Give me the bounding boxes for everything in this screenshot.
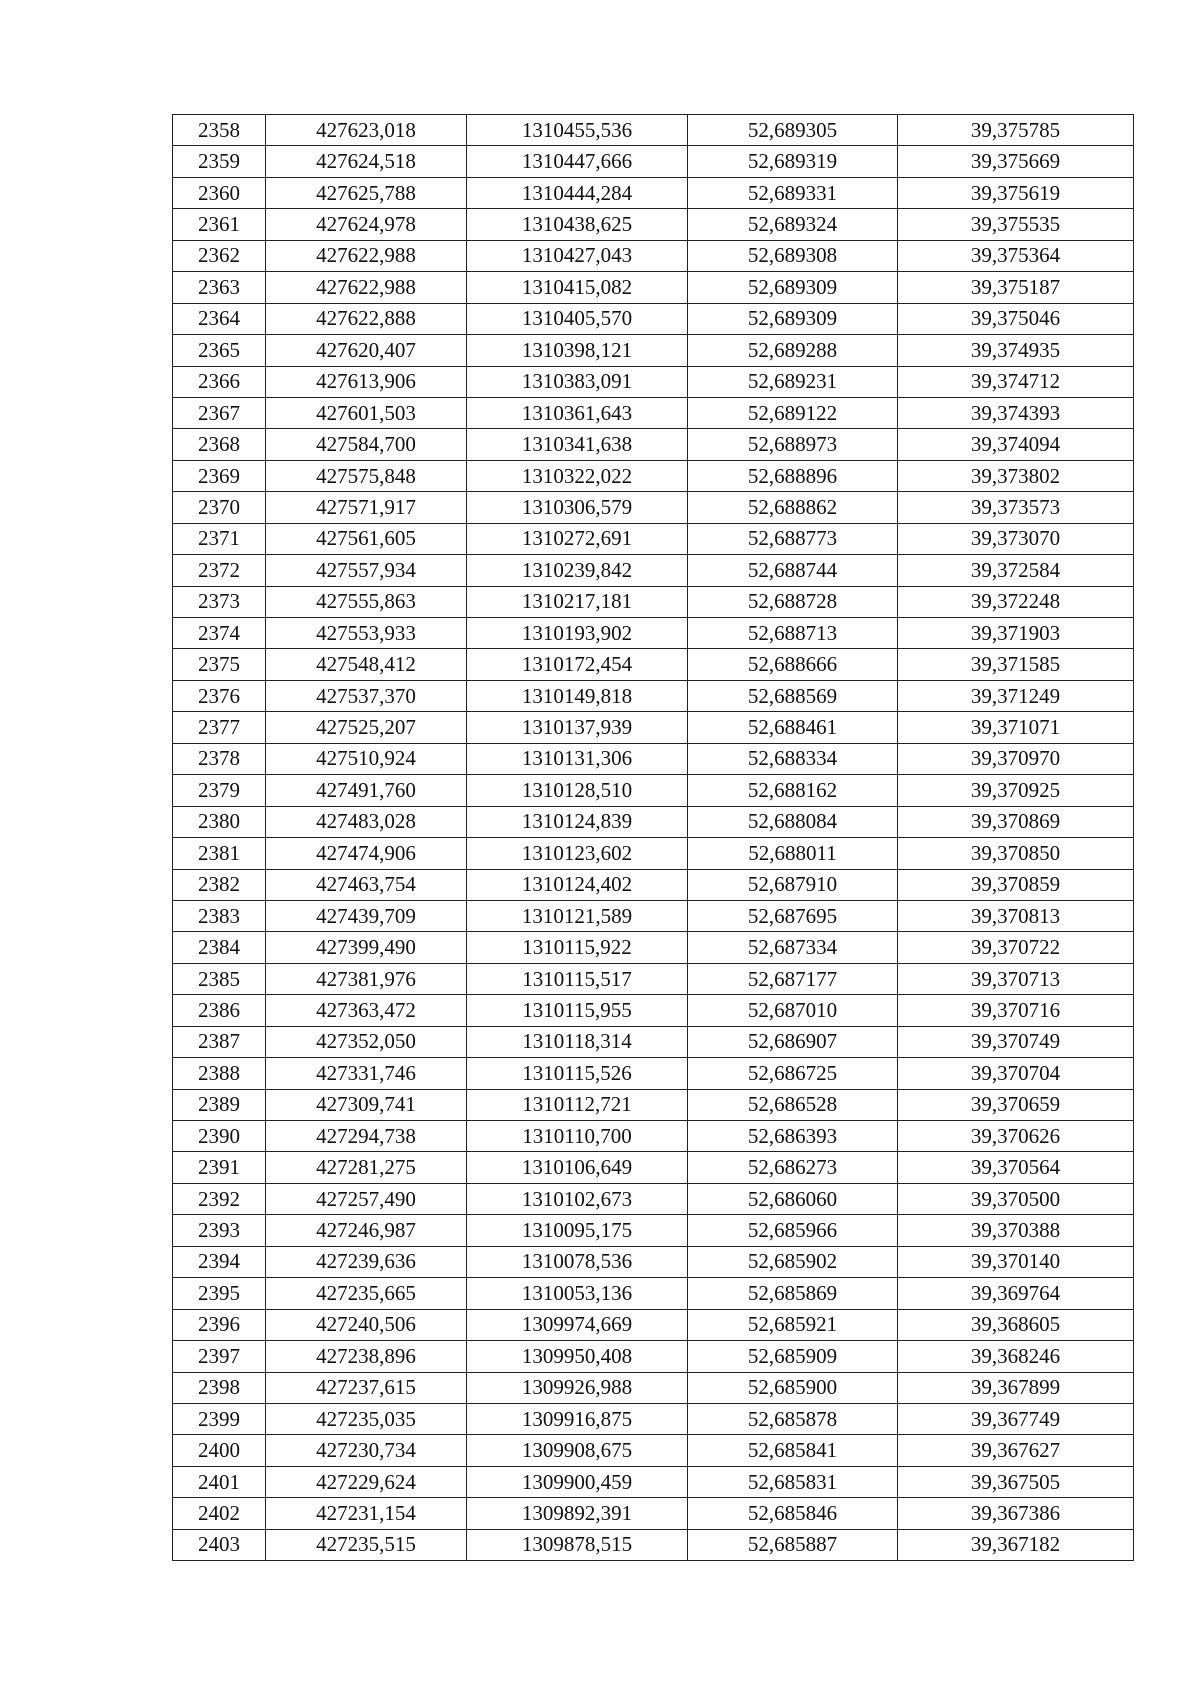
latitude-cell: 52,688713 [688, 618, 898, 649]
longitude-cell: 39,369764 [898, 1278, 1134, 1309]
table-row [173, 1058, 1134, 1089]
point-number-cell: 2376 [173, 680, 266, 711]
x-coordinate-cell: 427575,848 [266, 460, 467, 491]
x-coordinate-cell: 427239,636 [266, 1246, 467, 1277]
latitude-cell: 52,685900 [688, 1372, 898, 1403]
point-number-cell: 2391 [173, 1152, 266, 1183]
point-number-cell: 2390 [173, 1121, 266, 1152]
point-number-cell: 2378 [173, 743, 266, 774]
table-row [173, 1246, 1134, 1277]
table-row [173, 869, 1134, 900]
x-coordinate-cell: 427237,615 [266, 1372, 467, 1403]
table-row [173, 146, 1134, 177]
longitude-cell: 39,370970 [898, 743, 1134, 774]
table-row [173, 272, 1134, 303]
table-row [173, 366, 1134, 397]
x-coordinate-cell: 427622,988 [266, 240, 467, 271]
x-coordinate-cell: 427246,987 [266, 1215, 467, 1246]
table-row [173, 1466, 1134, 1497]
x-coordinate-cell: 427622,988 [266, 272, 467, 303]
latitude-cell: 52,685878 [688, 1403, 898, 1434]
point-number-cell: 2361 [173, 209, 266, 240]
longitude-cell: 39,370869 [898, 806, 1134, 837]
x-coordinate-cell: 427474,906 [266, 838, 467, 869]
longitude-cell: 39,375535 [898, 209, 1134, 240]
y-coordinate-cell: 1310272,691 [467, 523, 688, 554]
longitude-cell: 39,370564 [898, 1152, 1134, 1183]
point-number-cell: 2382 [173, 869, 266, 900]
y-coordinate-cell: 1310447,666 [467, 146, 688, 177]
point-number-cell: 2401 [173, 1466, 266, 1497]
x-coordinate-cell: 427257,490 [266, 1183, 467, 1214]
y-coordinate-cell: 1310123,602 [467, 838, 688, 869]
x-coordinate-cell: 427281,275 [266, 1152, 467, 1183]
longitude-cell: 39,375669 [898, 146, 1134, 177]
point-number-cell: 2363 [173, 272, 266, 303]
latitude-cell: 52,687010 [688, 995, 898, 1026]
longitude-cell: 39,370713 [898, 963, 1134, 994]
y-coordinate-cell: 1310415,082 [467, 272, 688, 303]
y-coordinate-cell: 1310110,700 [467, 1121, 688, 1152]
y-coordinate-cell: 1309892,391 [467, 1498, 688, 1529]
longitude-cell: 39,370859 [898, 869, 1134, 900]
longitude-cell: 39,375046 [898, 303, 1134, 334]
point-number-cell: 2397 [173, 1341, 266, 1372]
longitude-cell: 39,367182 [898, 1529, 1134, 1560]
latitude-cell: 52,688084 [688, 806, 898, 837]
latitude-cell: 52,688773 [688, 523, 898, 554]
point-number-cell: 2374 [173, 618, 266, 649]
longitude-cell: 39,367627 [898, 1435, 1134, 1466]
point-number-cell: 2366 [173, 366, 266, 397]
y-coordinate-cell: 1310115,922 [467, 932, 688, 963]
longitude-cell: 39,372248 [898, 586, 1134, 617]
x-coordinate-cell: 427439,709 [266, 900, 467, 931]
point-number-cell: 2368 [173, 429, 266, 460]
y-coordinate-cell: 1310115,526 [467, 1058, 688, 1089]
table-row [173, 775, 1134, 806]
x-coordinate-cell: 427571,917 [266, 492, 467, 523]
y-coordinate-cell: 1310405,570 [467, 303, 688, 334]
table-row [173, 555, 1134, 586]
coordinates-table [172, 114, 1134, 1561]
x-coordinate-cell: 427235,035 [266, 1403, 467, 1434]
y-coordinate-cell: 1310383,091 [467, 366, 688, 397]
latitude-cell: 52,688461 [688, 712, 898, 743]
y-coordinate-cell: 1310112,721 [467, 1089, 688, 1120]
longitude-cell: 39,370659 [898, 1089, 1134, 1120]
point-number-cell: 2360 [173, 177, 266, 208]
longitude-cell: 39,370813 [898, 900, 1134, 931]
longitude-cell: 39,370500 [898, 1183, 1134, 1214]
table-row [173, 743, 1134, 774]
x-coordinate-cell: 427491,760 [266, 775, 467, 806]
point-number-cell: 2392 [173, 1183, 266, 1214]
y-coordinate-cell: 1310427,043 [467, 240, 688, 271]
longitude-cell: 39,370140 [898, 1246, 1134, 1277]
table-row [173, 618, 1134, 649]
table-row [173, 838, 1134, 869]
table-row [173, 1152, 1134, 1183]
longitude-cell: 39,374712 [898, 366, 1134, 397]
latitude-cell: 52,685887 [688, 1529, 898, 1560]
latitude-cell: 52,689309 [688, 303, 898, 334]
longitude-cell: 39,375187 [898, 272, 1134, 303]
y-coordinate-cell: 1310341,638 [467, 429, 688, 460]
point-number-cell: 2394 [173, 1246, 266, 1277]
table-row [173, 177, 1134, 208]
x-coordinate-cell: 427331,746 [266, 1058, 467, 1089]
point-number-cell: 2388 [173, 1058, 266, 1089]
latitude-cell: 52,689319 [688, 146, 898, 177]
y-coordinate-cell: 1310078,536 [467, 1246, 688, 1277]
point-number-cell: 2386 [173, 995, 266, 1026]
table-row [173, 1435, 1134, 1466]
point-number-cell: 2370 [173, 492, 266, 523]
longitude-cell: 39,370388 [898, 1215, 1134, 1246]
point-number-cell: 2375 [173, 649, 266, 680]
x-coordinate-cell: 427548,412 [266, 649, 467, 680]
table-row [173, 1183, 1134, 1214]
point-number-cell: 2385 [173, 963, 266, 994]
y-coordinate-cell: 1310398,121 [467, 335, 688, 366]
longitude-cell: 39,375364 [898, 240, 1134, 271]
x-coordinate-cell: 427584,700 [266, 429, 467, 460]
latitude-cell: 52,688334 [688, 743, 898, 774]
table-row [173, 335, 1134, 366]
latitude-cell: 52,685869 [688, 1278, 898, 1309]
coordinates-table-body [173, 115, 1134, 1561]
latitude-cell: 52,688973 [688, 429, 898, 460]
longitude-cell: 39,367899 [898, 1372, 1134, 1403]
x-coordinate-cell: 427625,788 [266, 177, 467, 208]
table-row [173, 303, 1134, 334]
latitude-cell: 52,686725 [688, 1058, 898, 1089]
latitude-cell: 52,688011 [688, 838, 898, 869]
table-row [173, 1089, 1134, 1120]
y-coordinate-cell: 1310121,589 [467, 900, 688, 931]
x-coordinate-cell: 427229,624 [266, 1466, 467, 1497]
latitude-cell: 52,689288 [688, 335, 898, 366]
table-row [173, 1498, 1134, 1529]
table-row [173, 1309, 1134, 1340]
point-number-cell: 2395 [173, 1278, 266, 1309]
latitude-cell: 52,685841 [688, 1435, 898, 1466]
y-coordinate-cell: 1310361,643 [467, 397, 688, 428]
y-coordinate-cell: 1310102,673 [467, 1183, 688, 1214]
point-number-cell: 2403 [173, 1529, 266, 1560]
latitude-cell: 52,688862 [688, 492, 898, 523]
y-coordinate-cell: 1310438,625 [467, 209, 688, 240]
x-coordinate-cell: 427363,472 [266, 995, 467, 1026]
x-coordinate-cell: 427620,407 [266, 335, 467, 366]
x-coordinate-cell: 427235,515 [266, 1529, 467, 1560]
x-coordinate-cell: 427623,018 [266, 115, 467, 146]
y-coordinate-cell: 1309950,408 [467, 1341, 688, 1372]
x-coordinate-cell: 427352,050 [266, 1026, 467, 1057]
latitude-cell: 52,687910 [688, 869, 898, 900]
y-coordinate-cell: 1310217,181 [467, 586, 688, 617]
point-number-cell: 2398 [173, 1372, 266, 1403]
x-coordinate-cell: 427231,154 [266, 1498, 467, 1529]
y-coordinate-cell: 1310115,955 [467, 995, 688, 1026]
point-number-cell: 2402 [173, 1498, 266, 1529]
longitude-cell: 39,367749 [898, 1403, 1134, 1434]
point-number-cell: 2381 [173, 838, 266, 869]
y-coordinate-cell: 1310131,306 [467, 743, 688, 774]
table-row [173, 806, 1134, 837]
table-row [173, 649, 1134, 680]
table-row [173, 995, 1134, 1026]
y-coordinate-cell: 1310053,136 [467, 1278, 688, 1309]
latitude-cell: 52,688666 [688, 649, 898, 680]
table-row [173, 586, 1134, 617]
y-coordinate-cell: 1310149,818 [467, 680, 688, 711]
longitude-cell: 39,371585 [898, 649, 1134, 680]
table-row [173, 932, 1134, 963]
point-number-cell: 2387 [173, 1026, 266, 1057]
latitude-cell: 52,687334 [688, 932, 898, 963]
latitude-cell: 52,688162 [688, 775, 898, 806]
longitude-cell: 39,370716 [898, 995, 1134, 1026]
point-number-cell: 2365 [173, 335, 266, 366]
table-row [173, 1529, 1134, 1560]
table-row [173, 900, 1134, 931]
y-coordinate-cell: 1310115,517 [467, 963, 688, 994]
longitude-cell: 39,368246 [898, 1341, 1134, 1372]
point-number-cell: 2358 [173, 115, 266, 146]
x-coordinate-cell: 427561,605 [266, 523, 467, 554]
y-coordinate-cell: 1310172,454 [467, 649, 688, 680]
latitude-cell: 52,688744 [688, 555, 898, 586]
longitude-cell: 39,370722 [898, 932, 1134, 963]
x-coordinate-cell: 427622,888 [266, 303, 467, 334]
x-coordinate-cell: 427557,934 [266, 555, 467, 586]
longitude-cell: 39,367386 [898, 1498, 1134, 1529]
table-row [173, 1026, 1134, 1057]
latitude-cell: 52,686393 [688, 1121, 898, 1152]
latitude-cell: 52,685966 [688, 1215, 898, 1246]
x-coordinate-cell: 427624,978 [266, 209, 467, 240]
y-coordinate-cell: 1310239,842 [467, 555, 688, 586]
x-coordinate-cell: 427555,863 [266, 586, 467, 617]
latitude-cell: 52,688569 [688, 680, 898, 711]
table-row [173, 1121, 1134, 1152]
latitude-cell: 52,687177 [688, 963, 898, 994]
latitude-cell: 52,685909 [688, 1341, 898, 1372]
x-coordinate-cell: 427601,503 [266, 397, 467, 428]
y-coordinate-cell: 1310118,314 [467, 1026, 688, 1057]
y-coordinate-cell: 1310124,839 [467, 806, 688, 837]
longitude-cell: 39,370626 [898, 1121, 1134, 1152]
longitude-cell: 39,371903 [898, 618, 1134, 649]
x-coordinate-cell: 427553,933 [266, 618, 467, 649]
x-coordinate-cell: 427510,924 [266, 743, 467, 774]
y-coordinate-cell: 1310128,510 [467, 775, 688, 806]
point-number-cell: 2384 [173, 932, 266, 963]
table-row [173, 1341, 1134, 1372]
x-coordinate-cell: 427235,665 [266, 1278, 467, 1309]
latitude-cell: 52,686273 [688, 1152, 898, 1183]
latitude-cell: 52,689331 [688, 177, 898, 208]
longitude-cell: 39,370749 [898, 1026, 1134, 1057]
point-number-cell: 2362 [173, 240, 266, 271]
point-number-cell: 2372 [173, 555, 266, 586]
x-coordinate-cell: 427238,896 [266, 1341, 467, 1372]
latitude-cell: 52,685921 [688, 1309, 898, 1340]
table-row [173, 240, 1134, 271]
table-row [173, 963, 1134, 994]
point-number-cell: 2399 [173, 1403, 266, 1434]
longitude-cell: 39,370704 [898, 1058, 1134, 1089]
latitude-cell: 52,688728 [688, 586, 898, 617]
table-row [173, 680, 1134, 711]
y-coordinate-cell: 1309974,669 [467, 1309, 688, 1340]
longitude-cell: 39,368605 [898, 1309, 1134, 1340]
point-number-cell: 2380 [173, 806, 266, 837]
longitude-cell: 39,375619 [898, 177, 1134, 208]
table-row [173, 523, 1134, 554]
table-row [173, 492, 1134, 523]
x-coordinate-cell: 427230,734 [266, 1435, 467, 1466]
point-number-cell: 2371 [173, 523, 266, 554]
longitude-cell: 39,367505 [898, 1466, 1134, 1497]
point-number-cell: 2373 [173, 586, 266, 617]
x-coordinate-cell: 427399,490 [266, 932, 467, 963]
point-number-cell: 2396 [173, 1309, 266, 1340]
x-coordinate-cell: 427463,754 [266, 869, 467, 900]
y-coordinate-cell: 1310193,902 [467, 618, 688, 649]
y-coordinate-cell: 1310322,022 [467, 460, 688, 491]
y-coordinate-cell: 1310444,284 [467, 177, 688, 208]
x-coordinate-cell: 427294,738 [266, 1121, 467, 1152]
latitude-cell: 52,689309 [688, 272, 898, 303]
point-number-cell: 2400 [173, 1435, 266, 1466]
latitude-cell: 52,686528 [688, 1089, 898, 1120]
y-coordinate-cell: 1309916,875 [467, 1403, 688, 1434]
y-coordinate-cell: 1309900,459 [467, 1466, 688, 1497]
y-coordinate-cell: 1310306,579 [467, 492, 688, 523]
longitude-cell: 39,374094 [898, 429, 1134, 460]
x-coordinate-cell: 427240,506 [266, 1309, 467, 1340]
point-number-cell: 2393 [173, 1215, 266, 1246]
x-coordinate-cell: 427613,906 [266, 366, 467, 397]
latitude-cell: 52,689308 [688, 240, 898, 271]
latitude-cell: 52,688896 [688, 460, 898, 491]
y-coordinate-cell: 1309908,675 [467, 1435, 688, 1466]
y-coordinate-cell: 1309878,515 [467, 1529, 688, 1560]
y-coordinate-cell: 1310095,175 [467, 1215, 688, 1246]
latitude-cell: 52,685846 [688, 1498, 898, 1529]
longitude-cell: 39,373802 [898, 460, 1134, 491]
longitude-cell: 39,371071 [898, 712, 1134, 743]
table-row [173, 1278, 1134, 1309]
point-number-cell: 2359 [173, 146, 266, 177]
table-row [173, 1372, 1134, 1403]
longitude-cell: 39,373070 [898, 523, 1134, 554]
x-coordinate-cell: 427537,370 [266, 680, 467, 711]
latitude-cell: 52,687695 [688, 900, 898, 931]
point-number-cell: 2364 [173, 303, 266, 334]
longitude-cell: 39,375785 [898, 115, 1134, 146]
longitude-cell: 39,370850 [898, 838, 1134, 869]
x-coordinate-cell: 427381,976 [266, 963, 467, 994]
latitude-cell: 52,686907 [688, 1026, 898, 1057]
table-row [173, 712, 1134, 743]
point-number-cell: 2379 [173, 775, 266, 806]
longitude-cell: 39,374393 [898, 397, 1134, 428]
longitude-cell: 39,374935 [898, 335, 1134, 366]
latitude-cell: 52,689231 [688, 366, 898, 397]
y-coordinate-cell: 1310124,402 [467, 869, 688, 900]
x-coordinate-cell: 427309,741 [266, 1089, 467, 1120]
latitude-cell: 52,686060 [688, 1183, 898, 1214]
point-number-cell: 2377 [173, 712, 266, 743]
x-coordinate-cell: 427624,518 [266, 146, 467, 177]
table-row [173, 209, 1134, 240]
latitude-cell: 52,689324 [688, 209, 898, 240]
longitude-cell: 39,371249 [898, 680, 1134, 711]
table-row [173, 397, 1134, 428]
longitude-cell: 39,373573 [898, 492, 1134, 523]
latitude-cell: 52,685831 [688, 1466, 898, 1497]
longitude-cell: 39,372584 [898, 555, 1134, 586]
point-number-cell: 2389 [173, 1089, 266, 1120]
longitude-cell: 39,370925 [898, 775, 1134, 806]
x-coordinate-cell: 427525,207 [266, 712, 467, 743]
y-coordinate-cell: 1310137,939 [467, 712, 688, 743]
table-row [173, 429, 1134, 460]
x-coordinate-cell: 427483,028 [266, 806, 467, 837]
latitude-cell: 52,689305 [688, 115, 898, 146]
y-coordinate-cell: 1310106,649 [467, 1152, 688, 1183]
y-coordinate-cell: 1310455,536 [467, 115, 688, 146]
point-number-cell: 2367 [173, 397, 266, 428]
latitude-cell: 52,685902 [688, 1246, 898, 1277]
latitude-cell: 52,689122 [688, 397, 898, 428]
table-row [173, 1215, 1134, 1246]
table-row [173, 115, 1134, 146]
table-row [173, 1403, 1134, 1434]
y-coordinate-cell: 1309926,988 [467, 1372, 688, 1403]
point-number-cell: 2369 [173, 460, 266, 491]
table-row [173, 460, 1134, 491]
point-number-cell: 2383 [173, 900, 266, 931]
